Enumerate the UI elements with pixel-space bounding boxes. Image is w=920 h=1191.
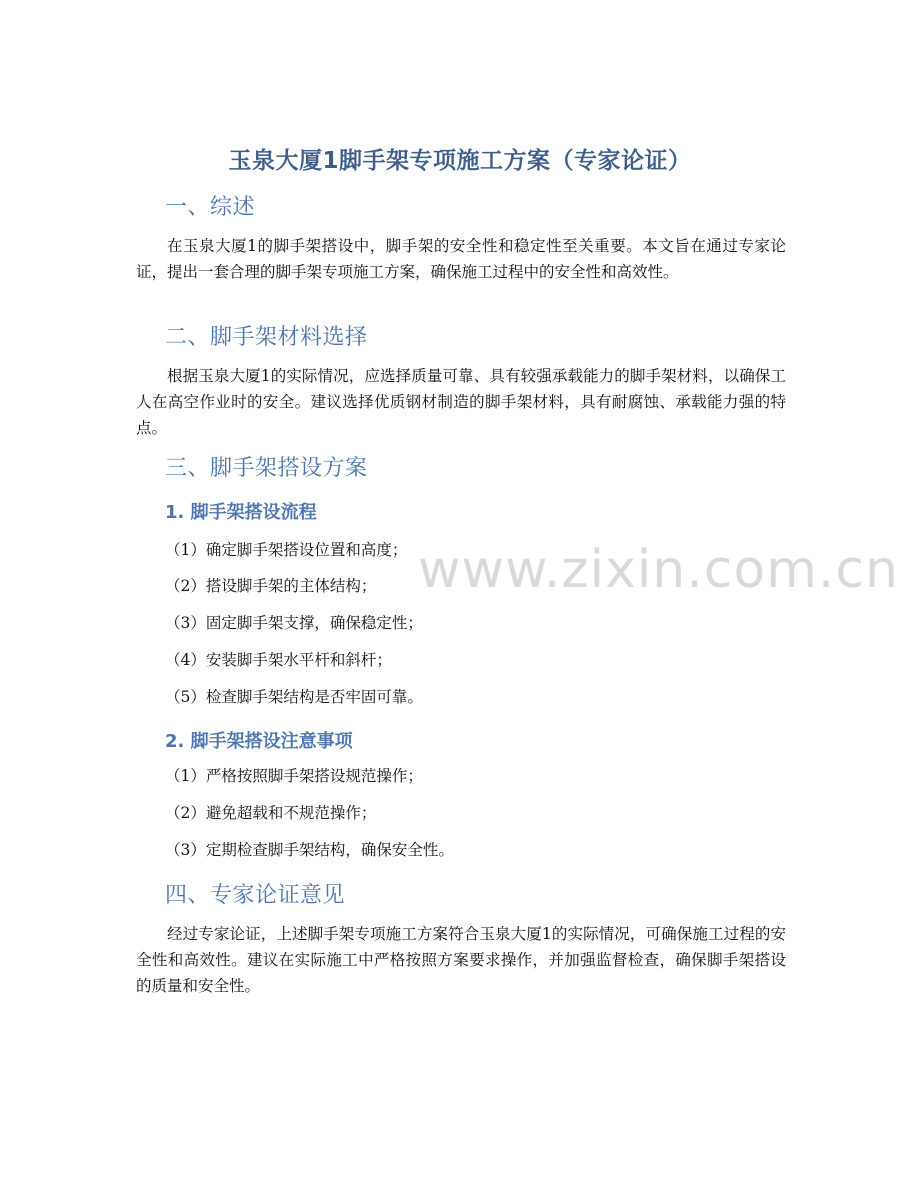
section-paragraph-overview: 在玉泉大厦1的脚手架搭设中，脚手架的安全性和稳定性至关重要。本文旨在通过专家论证，提出一套合理的脚手架专项施工方案，确保施工过程中的安全性和高效性。 — [136, 237, 786, 281]
list-item: （2）搭设脚手架的主体结构； — [165, 577, 377, 595]
section-heading-erection-plan: 三、脚手架搭设方案 — [165, 456, 368, 481]
watermark-text: www.zixin.com.cn — [418, 540, 899, 600]
list-item: （1）严格按照脚手架搭设规范操作； — [165, 767, 423, 785]
subsection-heading-precautions: 2. 脚手架搭设注意事项 — [165, 731, 353, 752]
section-paragraph-materials: 根据玉泉大厦1的实际情况，应选择质量可靠、具有较强承载能力的脚手架材料，以确保工人在高空作业时的安全。建议选择优质钢材制造的脚手架材料，具有耐腐蚀、承载能力强的特点。 — [136, 367, 786, 437]
list-item: （3）固定脚手架支撑，确保稳定性； — [165, 614, 423, 632]
list-item: （2）避免超载和不规范操作； — [165, 804, 377, 822]
section-heading-overview: 一、综述 — [165, 195, 256, 220]
list-item: （3）定期检查脚手架结构，确保安全性。 — [165, 841, 454, 859]
list-item: （1）确定脚手架搭设位置和高度； — [165, 541, 408, 559]
subsection-heading-process: 1. 脚手架搭设流程 — [165, 502, 317, 523]
section-paragraph-expert-opinion: 经过专家论证，上述脚手架专项施工方案符合玉泉大厦1的实际情况，可确保施工过程的安全性和高效性。建议在实际施工中严格按照方案要求操作，并加强监督检查，确保脚手架搭设的质量和安全性。 — [136, 925, 786, 995]
list-item: （4）安装脚手架水平杆和斜杆； — [165, 651, 392, 669]
section-heading-materials: 二、脚手架材料选择 — [165, 325, 368, 350]
document-title: 玉泉大厦1脚手架专项施工方案（专家论证） — [228, 148, 692, 174]
section-heading-expert-opinion: 四、专家论证意见 — [165, 883, 346, 908]
list-item: （5）检查脚手架结构是否牢固可靠。 — [165, 688, 423, 706]
